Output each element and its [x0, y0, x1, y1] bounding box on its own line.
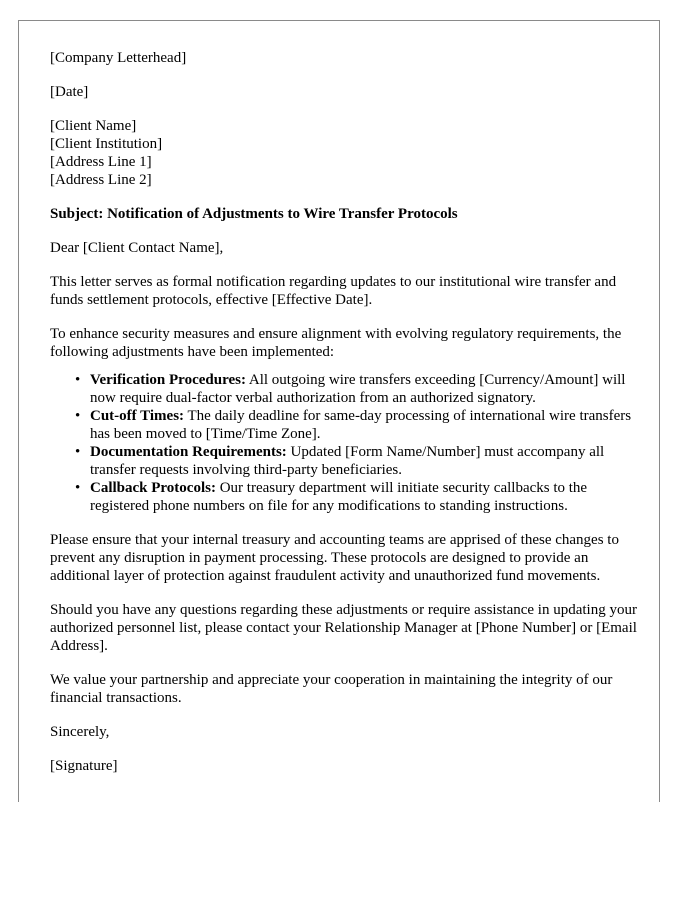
list-item-term: Cut-off Times:: [90, 408, 185, 424]
client-institution: [Client Institution]: [50, 136, 163, 152]
bullet-icon: •: [75, 444, 81, 460]
client-name: [Client Name]: [50, 118, 137, 134]
bullet-icon: •: [75, 372, 81, 388]
list-item: [75, 371, 640, 407]
list-item: [75, 443, 640, 479]
letter-date: [Date]: [50, 84, 89, 100]
salutation: Dear [Client Contact Name],: [50, 240, 224, 256]
signature: [Signature]: [50, 758, 118, 774]
contact-paragraph: Should you have any questions regarding these adjustments or require assistance in updating your authorized personnel list, please contact your Relationship Manager at [Phone Number] or [Email Address].: [50, 602, 637, 654]
list-item: [75, 407, 640, 443]
intro-paragraph: This letter serves as formal notification regarding updates to our institutional wire transfer and funds settlement protocols, effective [Effective Date].: [50, 274, 617, 308]
list-item-term: Documentation Requirements:: [90, 444, 287, 460]
list-item-term: Callback Protocols:: [90, 480, 216, 496]
letter-body: [50, 49, 640, 791]
list-item-text: All outgoing wire transfers exceeding [Currency/Amount] will now require dual-factor verbal authorization from an authorized signatory.: [90, 372, 626, 406]
list-item-term: Verification Procedures:: [90, 372, 246, 388]
list-item-text: Our treasury department will initiate security callbacks to the registered phone numbers on file for any modifications to standing instructions.: [90, 480, 588, 514]
value-paragraph: We value your partnership and appreciate your cooperation in maintaining the integrity of our financial transactions.: [50, 672, 613, 706]
ensure-paragraph: Please ensure that your internal treasury and accounting teams are apprised of these changes to prevent any disruption in payment processing. These protocols are designed to provide an additional layer of protection against fraudulent activity and unauthorized fund movements.: [50, 532, 619, 584]
subject-line: Subject: Notification of Adjustments to Wire Transfer Protocols: [50, 206, 458, 222]
list-item-text: Updated [Form Name/Number] must accompany all transfer requests involving third-party beneficiaries.: [90, 444, 605, 478]
letter-page: [18, 20, 660, 802]
lead-in-paragraph: To enhance security measures and ensure alignment with evolving regulatory requirements, the following adjustments have been implemented:: [50, 326, 622, 360]
address-line-1: [Address Line 1]: [50, 154, 152, 170]
list-item-text: The daily deadline for same-day processing of international wire transfers has been moved to [Time/Time Zone].: [90, 408, 632, 442]
adjustments-list: [50, 371, 640, 515]
bullet-icon: •: [75, 480, 81, 496]
address-line-2: [Address Line 2]: [50, 172, 152, 188]
company-letterhead: [Company Letterhead]: [50, 50, 187, 66]
closing: Sincerely,: [50, 724, 110, 740]
recipient-address-block: [50, 117, 640, 189]
list-item: [75, 479, 640, 515]
bullet-icon: •: [75, 408, 81, 424]
